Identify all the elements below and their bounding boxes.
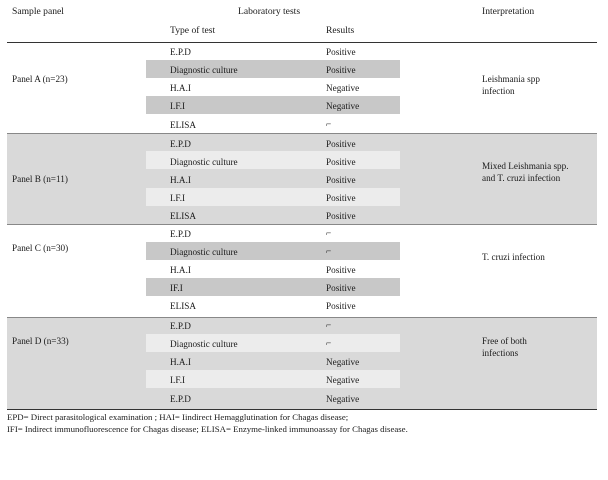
test-name: E.P.D — [170, 139, 191, 149]
test-name: Diagnostic culture — [170, 339, 238, 349]
footnote-line: EPD= Direct parasitological examination ; HAI= Iindirect Hemagglutination for Chagas disease; — [7, 412, 349, 422]
test-name: E.P.D — [170, 321, 191, 331]
test-result: Negative — [326, 357, 360, 367]
test-name: I.F.I — [170, 375, 186, 385]
panel-interpretation: Free of both infections — [482, 336, 527, 358]
test-name: IF.I — [170, 283, 183, 293]
header-rule — [7, 42, 597, 43]
test-result: ⌐ — [326, 246, 332, 256]
panel-interpretation: Mixed Leishmania spp. and T. cruzi infection — [482, 161, 569, 183]
panel-separator — [7, 317, 597, 318]
test-name: H.A.I — [170, 357, 191, 367]
panel-name: Panel C (n=30) — [12, 243, 69, 253]
test-name: Diagnostic culture — [170, 157, 238, 167]
panel-separator — [7, 224, 597, 225]
test-name: Diagnostic culture — [170, 65, 238, 75]
test-result: Negative — [326, 394, 360, 404]
test-result: Positive — [326, 139, 356, 149]
test-result: Positive — [326, 65, 356, 75]
header-interpretation: Interpretation — [482, 6, 535, 17]
test-result: Negative — [326, 83, 360, 93]
test-result: Positive — [326, 157, 356, 167]
header-sample-panel: Sample panel — [12, 6, 64, 17]
panel-separator — [7, 133, 597, 134]
test-name: H.A.I — [170, 265, 191, 275]
test-name: I.F.I — [170, 193, 186, 203]
test-name: ELISA — [170, 120, 197, 130]
test-result: ⌐ — [326, 338, 332, 348]
test-result: Positive — [326, 283, 356, 293]
footnote-line: IFI= Indirect immunofluorescence for Chagas disease; ELISA= Enzyme-linked immunoassay for Chagas disease. — [7, 424, 408, 434]
test-result: Positive — [326, 301, 356, 311]
test-result: Negative — [326, 101, 360, 111]
header-results: Results — [326, 25, 355, 36]
test-result: Positive — [326, 175, 356, 185]
test-name: E.P.D — [170, 394, 191, 404]
test-result: Positive — [326, 193, 356, 203]
panel-interpretation: T. cruzi infection — [482, 252, 545, 262]
test-result: ⌐ — [326, 320, 332, 330]
test-result: Negative — [326, 375, 360, 385]
test-result: ⌐ — [326, 228, 332, 238]
panel-name: Panel B (n=11) — [12, 174, 68, 184]
test-name: H.A.I — [170, 175, 191, 185]
header-type-of-test: Type of test — [170, 25, 216, 36]
table-bottom-rule — [7, 409, 597, 410]
panel-name: Panel A (n=23) — [12, 74, 68, 84]
test-name: Diagnostic culture — [170, 247, 238, 257]
test-result: ⌐ — [326, 119, 332, 129]
test-name: E.P.D — [170, 229, 191, 239]
test-result: Positive — [326, 211, 356, 221]
row-shade — [146, 278, 400, 296]
test-result: Positive — [326, 47, 356, 57]
test-name: H.A.I — [170, 83, 191, 93]
panel-name: Panel D (n=33) — [12, 336, 69, 346]
test-name: E.P.D — [170, 47, 191, 57]
panel-d-band — [7, 317, 597, 409]
test-result: Positive — [326, 265, 356, 275]
test-name: ELISA — [170, 301, 197, 311]
test-name: ELISA — [170, 211, 197, 221]
header-laboratory-tests: Laboratory tests — [238, 6, 301, 17]
panel-interpretation: Leishmania spp infection — [482, 74, 540, 96]
test-name: I.F.I — [170, 101, 186, 111]
